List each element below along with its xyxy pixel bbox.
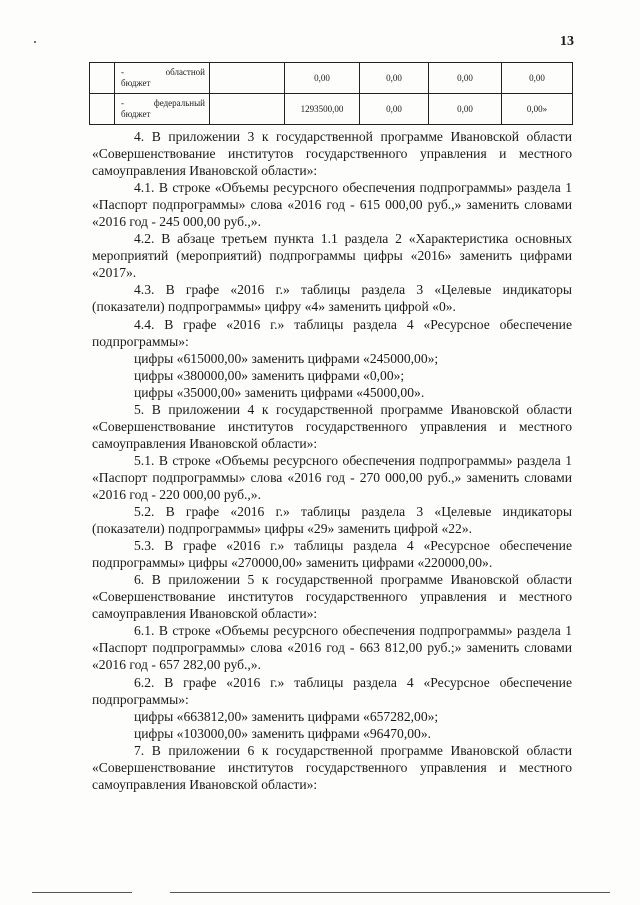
scan-edge-line bbox=[32, 892, 132, 893]
table-cell-value: 0,00 bbox=[360, 63, 429, 94]
budget-label: областной bbox=[165, 67, 205, 77]
table-cell-label bbox=[115, 63, 210, 94]
table-cell-value: 1293500,00 bbox=[285, 94, 360, 125]
paragraph: 4.1. В строке «Объемы ресурсного обеспечения подпрограммы» раздела 1 «Паспорт подпрограммы» слова «2016 год - 615 000,00 руб.,» заменить словами «2016 год - 245 000,00 руб.,». bbox=[92, 180, 572, 230]
paragraph: цифры «35000,00» заменить цифрами «45000,00». bbox=[134, 384, 425, 400]
paragraph: 4. В приложении 3 к государственной программе Ивановской области «Совершенствование институтов государственного управления и местного самоуправления Ивановской области»: bbox=[92, 129, 572, 179]
paragraph: 6.1. В строке «Объемы ресурсного обеспечения подпрограммы» раздела 1 «Паспорт подпрограммы» слова «2016 год - 663 812,00 руб.;» заменить словами «2016 год - 657 282,00 руб.,». bbox=[92, 623, 572, 673]
paragraph: 5.3. В графе «2016 г.» таблицы раздела 4 «Ресурсное обеспечение подпрограммы» цифры «270000,00» заменить цифрами «220000,00». bbox=[92, 538, 572, 571]
paragraph: 4.4. В графе «2016 г.» таблицы раздела 4 «Ресурсное обеспечение подпрограммы»: bbox=[92, 316, 572, 349]
table-cell-value: 0,00 bbox=[429, 63, 502, 94]
paragraph: 5. В приложении 4 к государственной программе Ивановской области «Совершенствование институтов государственного управления и местного самоуправления Ивановской области»: bbox=[92, 401, 572, 451]
table-cell bbox=[210, 94, 285, 125]
table-cell-label bbox=[115, 94, 210, 125]
table-row bbox=[90, 63, 573, 94]
paragraph: 5.1. В строке «Объемы ресурсного обеспечения подпрограммы» раздела 1 «Паспорт подпрограммы» слова «2016 год - 270 000,00 руб.,» заменить словами «2016 год - 220 000,00 руб.,». bbox=[92, 452, 572, 502]
table-row bbox=[90, 94, 573, 125]
bullet: - bbox=[121, 98, 124, 108]
paragraph: 4.2. В абзаце третьем пункта 1.1 раздела 2 «Характеристика основных мероприятий (мероприятий) подпрограммы цифры «2016» заменить цифрами «2017». bbox=[92, 231, 572, 281]
bullet: - bbox=[121, 67, 124, 77]
table-cell-value: 0,00 bbox=[429, 94, 502, 125]
table-cell-value: 0,00 bbox=[285, 63, 360, 94]
paragraph: 6.2. В графе «2016 г.» таблицы раздела 4 «Ресурсное обеспечение подпрограммы»: bbox=[92, 674, 572, 707]
scan-edge-line bbox=[170, 892, 610, 893]
table-cell-value: 0,00 bbox=[502, 63, 573, 94]
table-cell bbox=[90, 94, 115, 125]
paragraph: цифры «103000,00» заменить цифрами «96470,00». bbox=[134, 725, 432, 741]
table-cell-value: 0,00 bbox=[360, 94, 429, 125]
paragraph: 5.2. В графе «2016 г.» таблицы раздела 3 «Целевые индикаторы (показатели) подпрограммы» цифры «29» заменить цифрой «22». bbox=[92, 504, 572, 537]
table-cell bbox=[210, 63, 285, 94]
table-cell-value: 0,00» bbox=[502, 94, 573, 125]
paragraph: цифры «380000,00» заменить цифрами «0,00»; bbox=[134, 367, 405, 383]
paragraph: 6. В приложении 5 к государственной программе Ивановской области «Совершенствование институтов государственного управления и местного самоуправления Ивановской области»: bbox=[92, 572, 572, 622]
page-number: 13 bbox=[560, 34, 574, 49]
document-body bbox=[92, 128, 572, 793]
table-cell bbox=[90, 63, 115, 94]
scan-speck bbox=[34, 41, 36, 43]
budget-label: федеральный bbox=[153, 98, 205, 108]
budget-label-suffix: бюджет bbox=[121, 78, 151, 88]
paragraph: цифры «615000,00» заменить цифрами «245000,00»; bbox=[134, 350, 439, 366]
paragraph: 4.3. В графе «2016 г.» таблицы раздела 3 «Целевые индикаторы (показатели) подпрограммы» цифру «4» заменить цифрой «0». bbox=[92, 282, 572, 315]
budget-label-suffix: бюджет bbox=[121, 109, 151, 119]
budget-table bbox=[89, 62, 573, 125]
paragraph: цифры «663812,00» заменить цифрами «657282,00»; bbox=[134, 708, 439, 724]
paragraph: 7. В приложении 6 к государственной программе Ивановской области «Совершенствование институтов государственного управления и местного самоуправления Ивановской области»: bbox=[92, 742, 572, 792]
